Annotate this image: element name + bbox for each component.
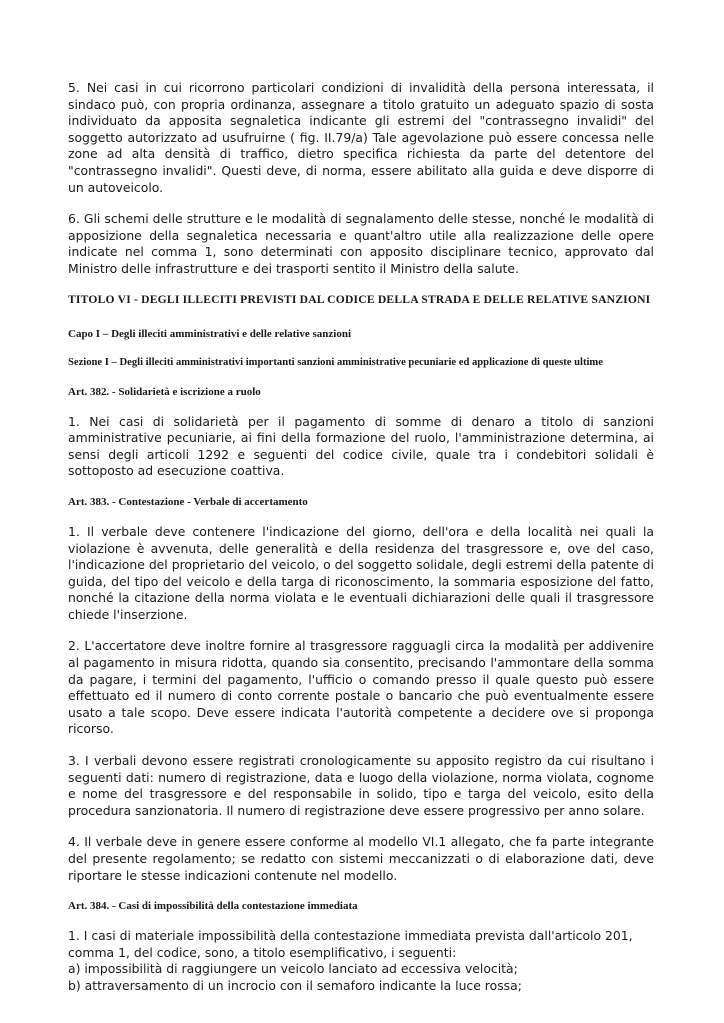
article-383-paragraph-1: 1. Il verbale deve contenere l'indicazione del giorno, dell'ora e della località nei quali la violazione è avvenuta, delle generalità e della residenza del trasgressore e, ove del caso, l'indicazione del proprietario del veicolo, o del soggetto solidale, degli estremi della patente di guida, del tipo del veicolo e della targa di riconoscimento, la sommaria esposizione del fatto, nonché la citazione della norma violata e le eventuali dichiarazioni delle quali il trasgressore chiede l'inserzione. — [68, 523, 654, 622]
article-384-paragraph-1-line-1: 1. I casi di materiale impossibilità della contestazione immediata prevista dall'articolo 201, — [68, 928, 633, 944]
article-384-heading: Art. 384. - Casi di impossibilità della contestazione immediata — [68, 900, 358, 913]
list-item: a) impossibilità di raggiungere un veicolo lanciato ad eccessiva velocità; — [68, 961, 518, 977]
article-383-paragraph-2: 2. L'accertatore deve inoltre fornire al trasgressore ragguagli circa la modalità per addivenire al pagamento in misura ridotta, quando sia consentito, precisando l'ammontare della somma da pagare, i termini del pagamento, l'ufficio o comando presso il quale questo può essere effettuato ed il numero di conto corrente postale o bancario che può eventualmente essere usato a tale scopo. Deve essere indicata l'autorità competente a decidere ove si proponga ricorso. — [68, 638, 654, 737]
list-item: b) attraversamento di un incrocio con il semaforo indicante la luce rossa; — [68, 977, 522, 993]
section-heading: Sezione I – Degli illeciti amministrativi importanti sanzioni amministrative pecuniarie ed applicazione di queste ultime — [68, 356, 603, 368]
paragraph-5: 5. Nei casi in cui ricorrono particolari condizioni di invalidità della persona interessata, il sindaco può, con propria ordinanza, assegnare a titolo gratuito un adeguato spazio di sosta individuato da apposita segnaletica indicante gli estremi del "contrassegno invalidi" del soggetto autorizzato ad usufruirne ( fig. II.79/a) Tale agevolazione può essere concessa nelle zone ad alta densità di traffico, dietro specifica richiesta da parte del detentore del "contrassegno invalidi". Questi deve, di norma, essere abilitato alla guida e deve disporre di un autoveicolo. — [68, 80, 654, 195]
title-heading: TITOLO VI - DEGLI ILLECITI PREVISTI DAL CODICE DELLA STRADA E DELLE RELATIVE SANZIONI — [68, 292, 651, 306]
article-382-heading: Art. 382. - Solidarietà e iscrizione a ruolo — [68, 385, 261, 398]
article-384-paragraph-1-line-2: comma 1, del codice, sono, a titolo esemplificativo, i seguenti: — [68, 944, 457, 960]
article-383-paragraph-3: 3. I verbali devono essere registrati cronologicamente su apposito registro da cui risultano i seguenti dati: numero di registrazione, data e luogo della violazione, norma violata, cognome e nome del trasgressore e del responsabile in solido, tipo e targa del veicolo, esito della procedura sanzionatoria. Il numero di registrazione deve essere progressivo per anno solare. — [68, 753, 654, 818]
chapter-heading: Capo I – Degli illeciti amministrativi e delle relative sanzioni — [68, 327, 352, 340]
article-383-heading: Art. 383. - Contestazione - Verbale di accertamento — [68, 495, 308, 508]
article-382-paragraph-1: 1. Nei casi di solidarietà per il pagamento di somme di denaro a titolo di sanzioni amministrative pecuniarie, ai fini della formazione del ruolo, l'amministrazione determina, ai sensi degli articoli 1292 e seguenti del codice civile, quale tra i condebitori solidali è sottoposto ad esecuzione coattiva. — [68, 413, 654, 479]
article-384-paragraph-1 — [68, 928, 654, 994]
paragraph-6: 6. Gli schemi delle strutture e le modalità di segnalamento delle stesse, nonché le modalità di apposizione della segnaletica necessaria e quant'altro utile alla realizzazione delle opere indicate nel comma 1, sono determinati con apposito disciplinare tecnico, approvato dal Ministro delle infrastrutture e dei trasporti sentito il Ministro della salute. — [68, 211, 654, 276]
document-body — [68, 80, 654, 995]
article-383-paragraph-4: 4. Il verbale deve in genere essere conforme al modello VI.1 allegato, che fa parte integrante del presente regolamento; se redatto con sistemi meccanizzati o di elaborazione dati, deve riportare le stesse indicazioni contenute nel modello. — [68, 834, 654, 883]
